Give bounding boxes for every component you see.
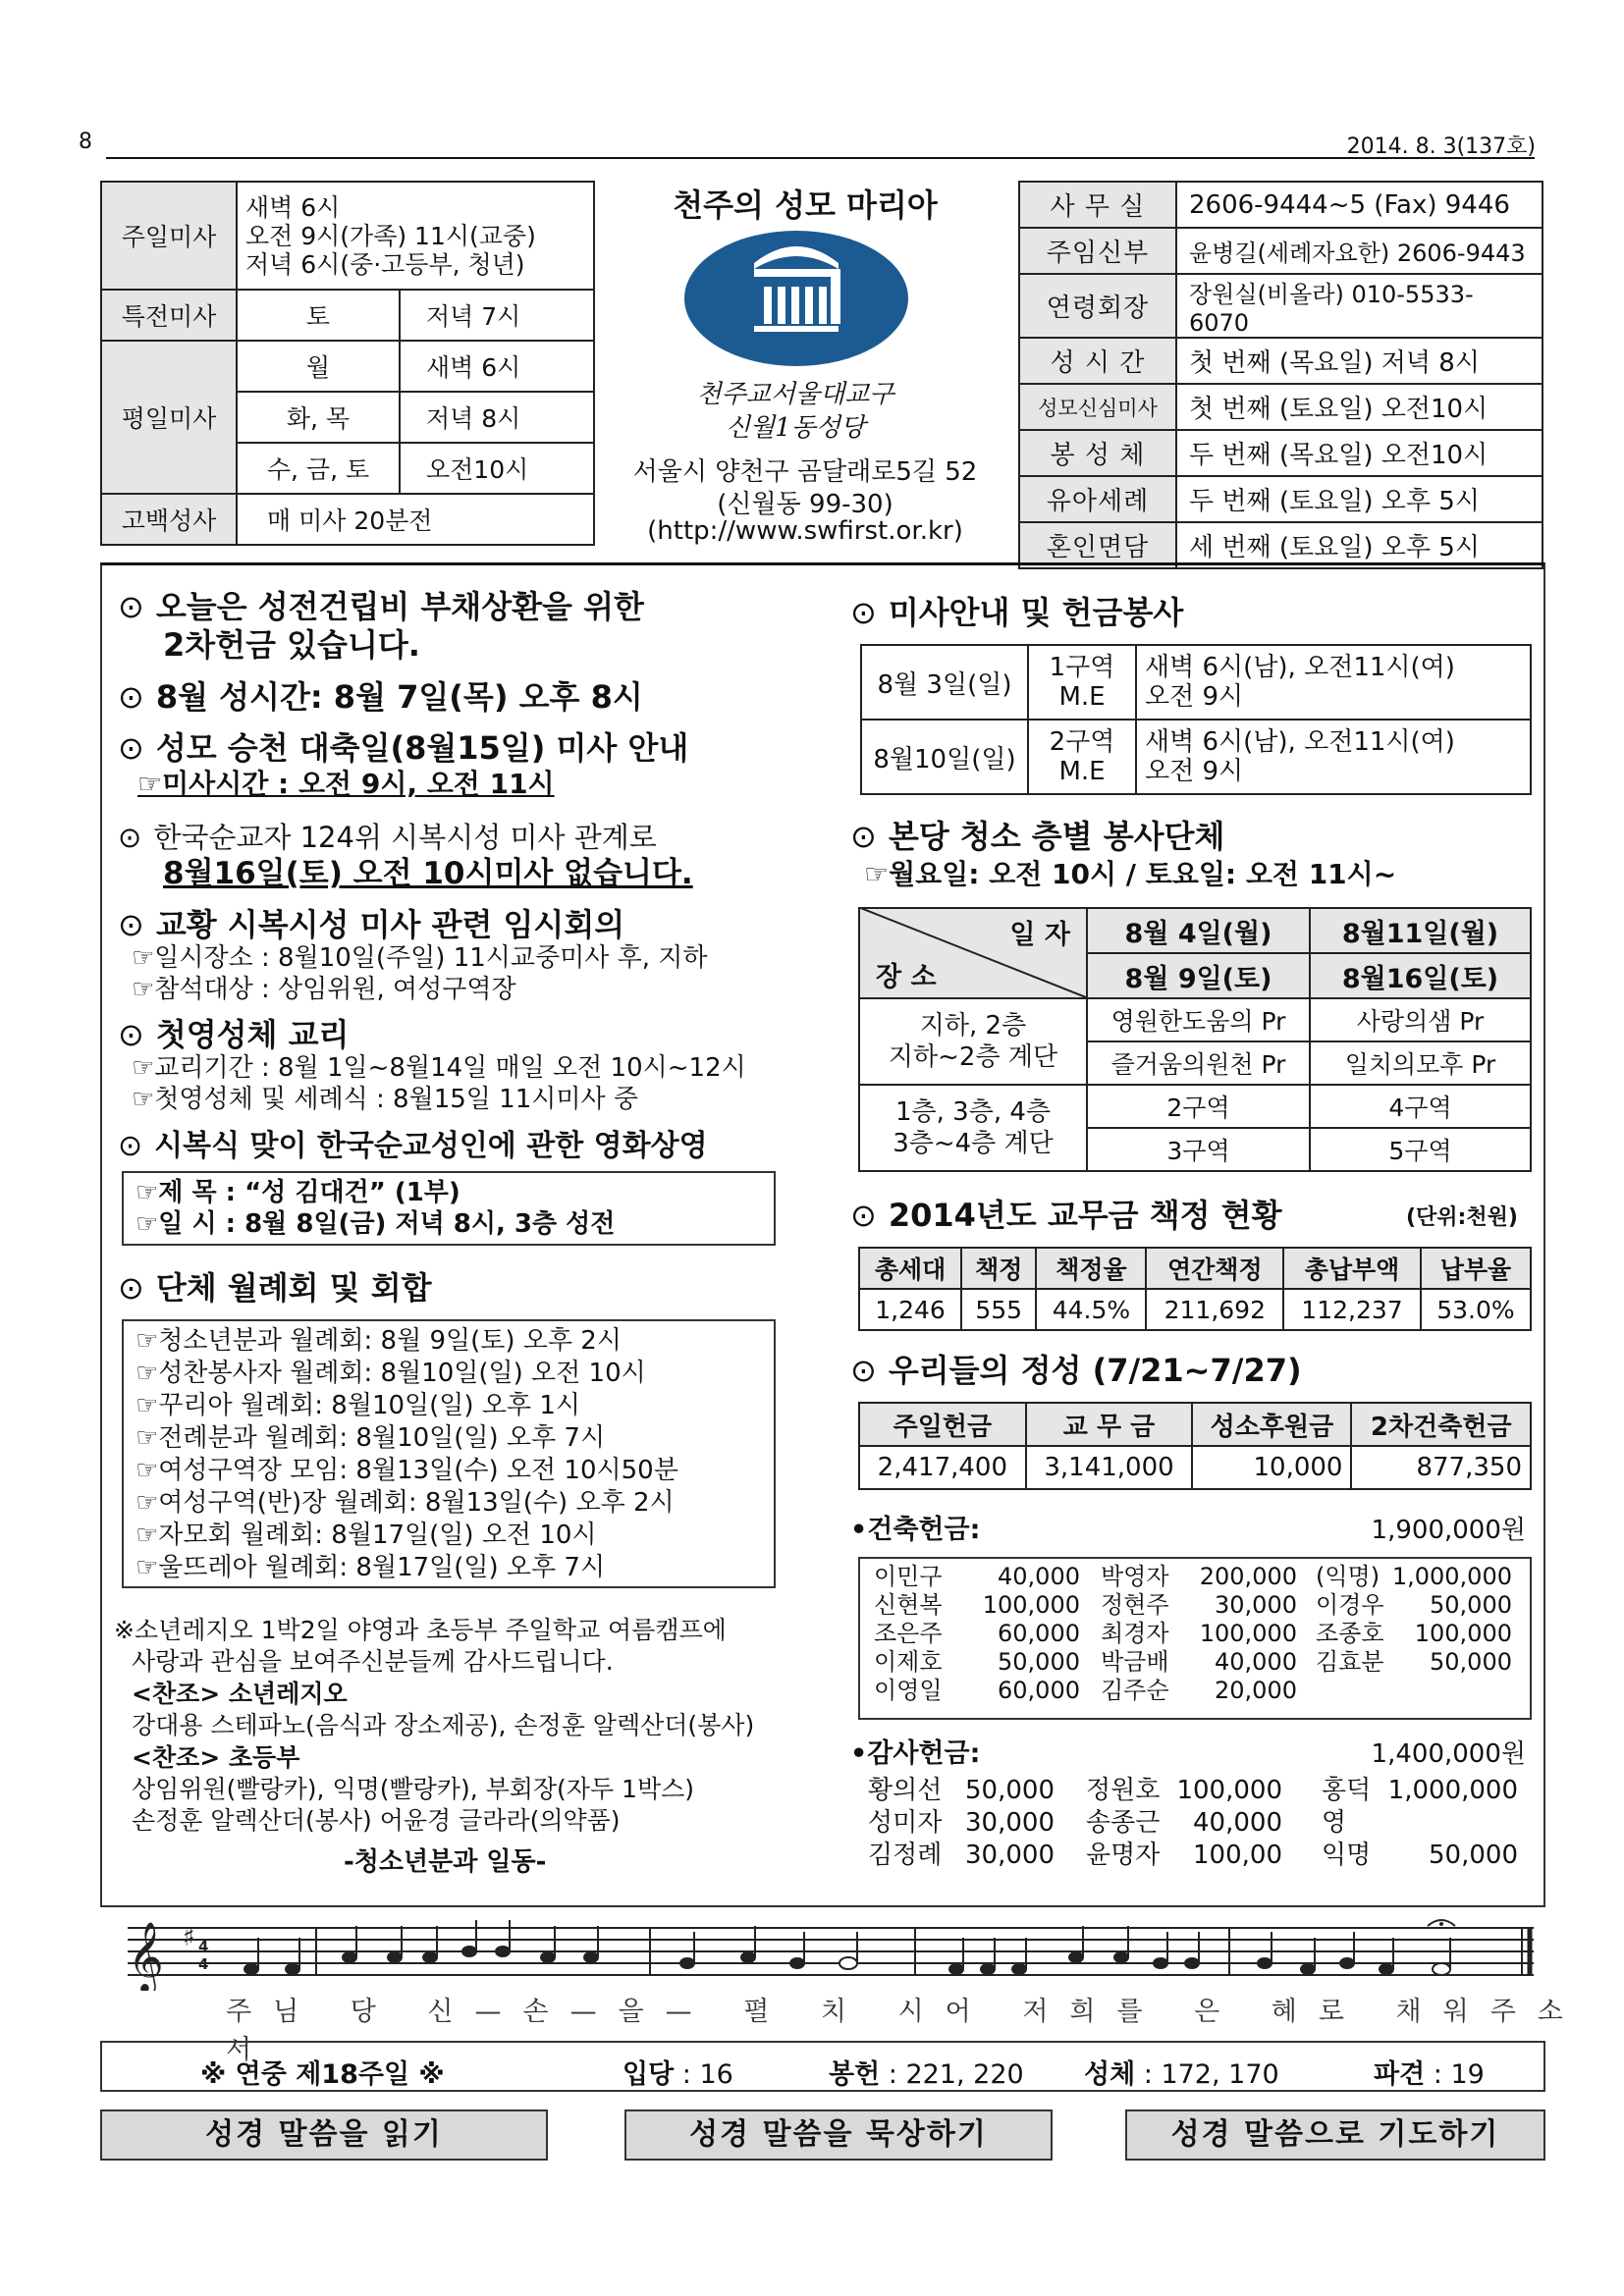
mass-info-table bbox=[860, 644, 1532, 795]
donor-name: 김효분 bbox=[1316, 1648, 1384, 1676]
cleaning-place-2 bbox=[859, 1085, 1087, 1171]
office-label-3: 연령회장 bbox=[1019, 274, 1176, 338]
offering-value-1: 2,417,400 bbox=[859, 1446, 1026, 1489]
notice-2-text: 8월 성시간: 8월 7일(목) 오후 8시 bbox=[155, 678, 643, 716]
mass-info-title-text: 미사안내 및 헌금봉사 bbox=[888, 594, 1184, 631]
weekday-day-1: 월 bbox=[237, 341, 400, 392]
notice-4-line-2: 8월16일(토) 오전 10시미사 없습니다. bbox=[163, 856, 693, 891]
sponsor-2-text-2: 손정훈 알렉산더(봉사) 어윤경 글라라(의약품) bbox=[132, 1806, 621, 1835]
cleaning-r1c1: 영원한도움의 Pr bbox=[1087, 998, 1310, 1041]
church-logo-icon bbox=[683, 230, 909, 367]
cleaning-r3c2: 4구역 bbox=[1310, 1085, 1531, 1128]
donor-name: 이경우 bbox=[1316, 1591, 1384, 1619]
donor-amount: 100,00 bbox=[1193, 1841, 1282, 1870]
building-label: •건축헌금: bbox=[850, 1515, 981, 1545]
mass-info-title: ⊙ 미사안내 및 헌금봉사 bbox=[850, 594, 1184, 631]
office-label-1: 사 무 실 bbox=[1019, 182, 1176, 228]
office-value-1: 2606-9444~5 (Fax) 9446 bbox=[1176, 182, 1543, 228]
sponsor-2-text-1: 상임위원(빨랑카), 익명(빨랑카), 부회장(자두 1박스) bbox=[132, 1775, 695, 1803]
offering-title-text: 우리들의 정성 (7/21~7/27) bbox=[888, 1352, 1302, 1389]
office-label-7: 유아세례 bbox=[1019, 476, 1176, 522]
thanks-line-1: ※소년레지오 1박2일 야영과 초등부 주일학교 여름캠프에 bbox=[114, 1616, 727, 1644]
cleaning-r4c1: 3구역 bbox=[1087, 1128, 1310, 1171]
offering-header-1: 주일헌금 bbox=[859, 1403, 1026, 1446]
notice-6: ⊙ 첫영성체 교리 bbox=[118, 1016, 350, 1053]
mass-time-2b: 오전 9시 bbox=[1145, 757, 1244, 786]
donor-name: 윤명자 bbox=[1086, 1841, 1161, 1870]
place-1b: 지하~2층 계단 bbox=[888, 1042, 1058, 1072]
office-value-6: 두 번째 (목요일) 오전10시 bbox=[1176, 430, 1543, 476]
weekday-time-1: 새벽 6시 bbox=[400, 341, 594, 392]
mass-time-1b: 오전 9시 bbox=[1145, 682, 1244, 712]
thanks-offering-total: 1,400,000원 bbox=[1371, 1739, 1526, 1769]
sunday-mass-times bbox=[237, 182, 594, 290]
dues-unit: (단위:천원) bbox=[1406, 1205, 1518, 1230]
meeting-item: ☞여성구역(반)장 월례회: 8월13일(수) 오후 2시 bbox=[135, 1488, 675, 1518]
cleaning-r1c2: 사랑의샘 Pr bbox=[1310, 998, 1531, 1041]
place-2a: 1층, 3층, 4층 bbox=[894, 1097, 1052, 1127]
meditate-scripture-banner: 성경 말씀을 묵상하기 bbox=[624, 2109, 1053, 2161]
dues-header-3: 책정율 bbox=[1036, 1248, 1146, 1289]
cleaning-r3c1: 2구역 bbox=[1087, 1085, 1310, 1128]
svg-text:4: 4 bbox=[198, 1955, 209, 1973]
offering-title: ⊙ 우리들의 정성 (7/21~7/27) bbox=[850, 1352, 1302, 1389]
notice-6-sub-2: ☞첫영성체 및 세례식 : 8월15일 11시미사 중 bbox=[132, 1085, 638, 1114]
mass-group-1 bbox=[1028, 645, 1136, 720]
church-name: 천주의 성모 마리아 bbox=[673, 187, 938, 224]
corner-date-label: 일 자 bbox=[1009, 920, 1070, 950]
donor-amount: 20,000 bbox=[1215, 1677, 1297, 1704]
donor-name: 익명 bbox=[1322, 1841, 1372, 1870]
donor-amount: 40,000 bbox=[998, 1563, 1080, 1590]
communion-value: : 172, 170 bbox=[1143, 2059, 1279, 2090]
weekday-mass-label: 평일미사 bbox=[101, 341, 237, 494]
sponsor-1-title: <찬조> 소년레지오 bbox=[132, 1680, 348, 1708]
church-website[interactable]: (http://www.swfirst.or.kr) bbox=[647, 516, 963, 546]
meetings-box bbox=[122, 1319, 776, 1588]
signature-text: -청소년분과 일동- bbox=[344, 1847, 547, 1877]
office-label-5: 성모신심미사 bbox=[1019, 384, 1176, 430]
notice-5-text: 교황 시복시성 미사 관련 임시회의 bbox=[155, 906, 625, 943]
cleaning-r4c2: 5구역 bbox=[1310, 1128, 1531, 1171]
cleaning-corner bbox=[859, 908, 1087, 998]
dues-header-6: 납부율 bbox=[1421, 1248, 1531, 1289]
dues-header-1: 총세대 bbox=[859, 1248, 961, 1289]
signature-line-1: 천주교서울대교구 bbox=[696, 380, 894, 409]
offertory-hymn bbox=[829, 2053, 1024, 2091]
offering-value-2: 3,141,000 bbox=[1026, 1446, 1193, 1489]
donor-name: 최경자 bbox=[1101, 1620, 1169, 1647]
notice-7-text: 시복식 맞이 한국순교성인에 관한 영화상영 bbox=[154, 1129, 708, 1163]
donor-name: 정원호 bbox=[1086, 1776, 1161, 1805]
dues-header-5: 총납부액 bbox=[1283, 1248, 1421, 1289]
notice-3: ⊙ 성모 승천 대축일(8월15일) 미사 안내 bbox=[118, 729, 689, 767]
sunday-mass-label: 주일미사 bbox=[101, 182, 237, 290]
notice-8: ⊙ 단체 월례회 및 회합 bbox=[118, 1269, 432, 1307]
offering-header-3: 성소후원금 bbox=[1192, 1403, 1351, 1446]
meeting-item: ☞여성구역장 모임: 8월13일(수) 오전 10시50분 bbox=[135, 1456, 678, 1485]
dues-header-2: 책정 bbox=[961, 1248, 1036, 1289]
cleaning-head-2b: 8월16일(토) bbox=[1310, 953, 1531, 998]
mass-time-1 bbox=[1136, 645, 1531, 720]
mass-date-1: 8월 3일(일) bbox=[861, 645, 1028, 720]
meeting-item: ☞전례분과 월례회: 8월10일(일) 오후 7시 bbox=[135, 1423, 606, 1453]
donor-name: 성미자 bbox=[868, 1808, 943, 1838]
dues-header-4: 연간책정 bbox=[1146, 1248, 1283, 1289]
notice-8-text: 단체 월례회 및 회합 bbox=[155, 1269, 432, 1307]
notice-4-line-1: 한국순교자 124위 시복시성 미사 관계로 bbox=[153, 821, 657, 854]
donor-amount: 100,000 bbox=[1199, 1620, 1297, 1647]
donor-amount: 100,000 bbox=[982, 1591, 1080, 1619]
music-staff-icon bbox=[100, 1916, 1545, 1991]
offering-header-4: 2차건축헌금 bbox=[1351, 1403, 1531, 1446]
notice-1-line-1: 오늘은 성전건립비 부채상환을 위한 bbox=[155, 588, 644, 625]
place-1a: 지하, 2층 bbox=[919, 1011, 1027, 1041]
donor-name: 박영자 bbox=[1101, 1563, 1169, 1590]
donor-amount: 50,000 bbox=[998, 1648, 1080, 1676]
church-address: 서울시 양천구 곰달래로5길 52 bbox=[632, 457, 978, 487]
thanks-offering-label: •감사헌금: bbox=[850, 1738, 981, 1769]
dues-title-text: 2014년도 교무금 책정 현황 bbox=[888, 1197, 1282, 1234]
dues-value-3: 44.5% bbox=[1036, 1289, 1146, 1330]
donor-amount: 100,000 bbox=[1414, 1620, 1512, 1647]
mass-time-2a: 새벽 6시(남), 오전11시(여) bbox=[1145, 727, 1455, 757]
sunday-time-2: 오전 9시(가족) 11시(교중) bbox=[245, 221, 536, 250]
meeting-item: ☞꾸리아 월례회: 8월10일(일) 오후 1시 bbox=[135, 1391, 580, 1420]
thanks-col-2 bbox=[1086, 1775, 1282, 1872]
office-label-4: 성 시 간 bbox=[1019, 338, 1176, 384]
office-label-6: 봉 성 체 bbox=[1019, 430, 1176, 476]
offertory-value: : 221, 220 bbox=[888, 2059, 1024, 2090]
notice-3-text: 성모 승천 대축일(8월15일) 미사 안내 bbox=[155, 729, 689, 767]
weekday-day-2: 화, 목 bbox=[237, 392, 400, 443]
entrance-hymn bbox=[623, 2053, 733, 2091]
header-rule bbox=[106, 157, 1535, 159]
confession-label: 고백성사 bbox=[101, 494, 237, 545]
signature-line-2: 신월1동성당 bbox=[725, 413, 866, 443]
notice-4: ⊙ 한국순교자 124위 시복시성 미사 관계로 bbox=[118, 821, 657, 854]
donor-name: 박금배 bbox=[1101, 1648, 1169, 1676]
read-scripture-banner: 성경 말씀을 읽기 bbox=[100, 2109, 548, 2161]
svg-text:4: 4 bbox=[198, 1938, 209, 1955]
donor-amount: 30,000 bbox=[1215, 1591, 1297, 1619]
office-label-8: 혼인면담 bbox=[1019, 522, 1176, 568]
dues-table bbox=[858, 1247, 1532, 1331]
dues-title: ⊙ 2014년도 교무금 책정 현황 bbox=[850, 1197, 1282, 1234]
liturgical-week: ※ 연중 제18주일 ※ bbox=[200, 2059, 445, 2090]
mass-time-2 bbox=[1136, 720, 1531, 794]
office-value-3: 장원실(비올라) 010-5533-6070 bbox=[1176, 274, 1543, 338]
mass-time-1a: 새벽 6시(남), 오전11시(여) bbox=[1145, 653, 1455, 682]
cleaning-r2c1: 즐거움의원천 Pr bbox=[1087, 1041, 1310, 1085]
notice-5-sub-2: ☞참석대상 : 상임위원, 여성구역장 bbox=[132, 975, 516, 1004]
thanks-col-1 bbox=[868, 1775, 1055, 1872]
donor-amount: 1,000,000 bbox=[1391, 1563, 1512, 1590]
place-2b: 3층~4층 계단 bbox=[893, 1129, 1054, 1158]
donor-amount: 30,000 bbox=[965, 1841, 1055, 1870]
office-label-2: 주임신부 bbox=[1019, 228, 1176, 274]
donor-amount: 40,000 bbox=[1215, 1648, 1297, 1676]
donor-amount: 30,000 bbox=[965, 1808, 1055, 1838]
mass-group-1a: 1구역 bbox=[1049, 653, 1115, 682]
film-title: ☞제 목 : “성 김대건” (1부) bbox=[135, 1178, 460, 1207]
dues-value-5: 112,237 bbox=[1283, 1289, 1421, 1330]
building-total: 1,900,000원 bbox=[1371, 1516, 1526, 1545]
page-number: 8 bbox=[79, 130, 92, 154]
liturgy-info-bar bbox=[100, 2041, 1545, 2092]
dues-value-6: 53.0% bbox=[1421, 1289, 1531, 1330]
donor-name: 이영일 bbox=[874, 1677, 943, 1704]
sponsor-1-text: 강대용 스테파노(음식과 장소제공), 손정훈 알렉산더(봉사) bbox=[132, 1711, 755, 1739]
donor-name: 홍덕영 bbox=[1322, 1776, 1372, 1838]
donor-amount: 50,000 bbox=[1429, 1841, 1518, 1870]
notice-6-text: 첫영성체 교리 bbox=[155, 1016, 350, 1053]
dues-value-1: 1,246 bbox=[859, 1289, 961, 1330]
weekday-day-3: 수, 금, 토 bbox=[237, 443, 400, 494]
notice-2: ⊙ 8월 성시간: 8월 7일(목) 오후 8시 bbox=[118, 678, 643, 716]
donor-amount: 60,000 bbox=[998, 1620, 1080, 1647]
donor-name: 송종근 bbox=[1086, 1808, 1161, 1838]
office-value-2: 윤병길(세례자요한) 2606-9443 bbox=[1176, 228, 1543, 274]
donor-name: 조은주 bbox=[874, 1620, 943, 1647]
special-mass-label: 특전미사 bbox=[101, 290, 237, 341]
donor-name: 이제호 bbox=[874, 1648, 943, 1676]
offering-header-2: 교 무 금 bbox=[1026, 1403, 1193, 1446]
sponsor-2-title: <찬조> 초등부 bbox=[132, 1743, 300, 1772]
mass-group-2b: M.E bbox=[1058, 757, 1106, 786]
communion-label: 성체 bbox=[1084, 2059, 1136, 2090]
cleaning-head-2a: 8월11일(월) bbox=[1310, 908, 1531, 953]
cleaning-head-1b: 8월 9일(토) bbox=[1087, 953, 1310, 998]
dismissal-label: 파견 bbox=[1374, 2059, 1426, 2090]
offering-value-3: 10,000 bbox=[1192, 1446, 1351, 1489]
office-value-5: 첫 번째 (토요일) 오전10시 bbox=[1176, 384, 1543, 430]
notice-5: ⊙ 교황 시복시성 미사 관련 임시회의 bbox=[118, 906, 625, 943]
entrance-value: : 16 bbox=[681, 2059, 733, 2090]
mass-group-2a: 2구역 bbox=[1049, 727, 1115, 757]
svg-text:♯: ♯ bbox=[183, 1923, 195, 1952]
mass-schedule-table bbox=[100, 181, 595, 546]
mass-date-2: 8월10일(일) bbox=[861, 720, 1028, 794]
cleaning-title: ⊙ 본당 청소 층별 봉사단체 bbox=[850, 818, 1225, 855]
office-info-table bbox=[1018, 181, 1543, 569]
confession-value: 매 미사 20분전 bbox=[237, 494, 594, 545]
svg-text:𝄞: 𝄞 bbox=[128, 1920, 164, 1991]
church-signature bbox=[677, 378, 913, 445]
meeting-item: ☞청소년분과 월례회: 8월 9일(토) 오후 2시 bbox=[135, 1326, 622, 1356]
donor-name: 김정례 bbox=[868, 1841, 943, 1870]
communion-hymn bbox=[1084, 2053, 1279, 2091]
offering-value-4: 877,350 bbox=[1351, 1446, 1531, 1489]
notice-7: ⊙ 시복식 맞이 한국순교성인에 관한 영화상영 bbox=[118, 1129, 708, 1163]
donor-amount: 100,000 bbox=[1176, 1776, 1282, 1805]
donor-name: 이민구 bbox=[874, 1563, 943, 1590]
meeting-item: ☞성찬봉사자 월례회: 8월10일(일) 오전 10시 bbox=[135, 1359, 646, 1388]
hymn-lyrics: 주님 당 신—손—을— 펼 치 시어 저희를 은 혜로 채워주소서 bbox=[226, 1997, 1585, 2065]
donor-amount: 60,000 bbox=[998, 1677, 1080, 1704]
donor-name: 신현복 bbox=[874, 1591, 943, 1619]
thanks-line-2: 사랑과 관심을 보여주신분들께 감사드립니다. bbox=[132, 1647, 614, 1676]
donor-name: 김주순 bbox=[1101, 1677, 1169, 1704]
dues-value-4: 211,692 bbox=[1146, 1289, 1283, 1330]
offering-table bbox=[858, 1402, 1532, 1490]
building-col-2 bbox=[1101, 1563, 1297, 1705]
donor-amount: 50,000 bbox=[1430, 1591, 1512, 1619]
donor-amount: 1,000,000 bbox=[1387, 1776, 1518, 1805]
dismissal-hymn bbox=[1374, 2053, 1485, 2091]
publication-date: 2014. 8. 3(137호) bbox=[1346, 134, 1536, 159]
donor-name: (익명) bbox=[1316, 1563, 1380, 1590]
cleaning-table bbox=[858, 907, 1532, 1172]
notice-5-sub-1: ☞일시장소 : 8월10일(주일) 11시교중미사 후, 지하 bbox=[132, 943, 708, 973]
dismissal-value: : 19 bbox=[1433, 2059, 1485, 2090]
building-donors-box bbox=[858, 1557, 1532, 1720]
donor-amount: 50,000 bbox=[1430, 1648, 1512, 1676]
thanks-offering-list bbox=[868, 1775, 1516, 1883]
donor-name: 정현주 bbox=[1101, 1591, 1169, 1619]
special-mass-day: 토 bbox=[237, 290, 400, 341]
thanks-col-3 bbox=[1322, 1775, 1518, 1872]
mass-group-1b: M.E bbox=[1058, 682, 1106, 712]
dues-value-2: 555 bbox=[961, 1289, 1036, 1330]
cleaning-head-1a: 8월 4일(월) bbox=[1087, 908, 1310, 953]
sunday-time-1: 새벽 6시 bbox=[245, 192, 341, 222]
cleaning-title-text: 본당 청소 층별 봉사단체 bbox=[888, 818, 1225, 855]
corner-place-label: 장 소 bbox=[876, 962, 937, 992]
special-mass-time: 저녁 7시 bbox=[400, 290, 594, 341]
mass-group-2 bbox=[1028, 720, 1136, 794]
weekday-time-2: 저녁 8시 bbox=[400, 392, 594, 443]
entrance-label: 입당 bbox=[623, 2059, 675, 2090]
cleaning-place-1 bbox=[859, 998, 1087, 1085]
cleaning-subtitle: ☞월요일: 오전 10시 / 토요일: 오전 11시~ bbox=[864, 858, 1397, 890]
donor-name: 조종호 bbox=[1316, 1620, 1384, 1647]
donor-amount: 40,000 bbox=[1193, 1808, 1282, 1838]
notice-1: ⊙ 오늘은 성전건립비 부채상환을 위한 bbox=[118, 588, 644, 625]
offertory-label: 봉헌 bbox=[829, 2059, 881, 2090]
donor-amount: 200,000 bbox=[1199, 1563, 1297, 1590]
film-schedule: ☞일 시 : 8월 8일(금) 저녁 8시, 3층 성전 bbox=[135, 1209, 616, 1239]
church-address-detail: (신월동 99-30) bbox=[717, 490, 893, 519]
building-col-1 bbox=[874, 1563, 1080, 1705]
cleaning-r2c2: 일치의모후 Pr bbox=[1310, 1041, 1531, 1085]
film-info-box bbox=[122, 1171, 776, 1246]
sunday-time-3: 저녁 6시(중·고등부, 청년) bbox=[245, 249, 525, 279]
office-value-4: 첫 번째 (목요일) 저녁 8시 bbox=[1176, 338, 1543, 384]
weekday-time-3: 오전10시 bbox=[400, 443, 594, 494]
notice-3-sub: ☞미사시간 : 오전 9시, 오전 11시 bbox=[137, 768, 555, 800]
notice-6-sub-1: ☞교리기간 : 8월 1일~8월14일 매일 오전 10시~12시 bbox=[132, 1053, 746, 1083]
building-col-3 bbox=[1316, 1563, 1512, 1677]
office-value-8: 세 번째 (토요일) 오후 5시 bbox=[1176, 522, 1543, 568]
notice-1-line-2: 2차헌금 있습니다. bbox=[163, 626, 420, 664]
donor-amount: 50,000 bbox=[965, 1776, 1055, 1805]
donor-name: 황의선 bbox=[868, 1776, 943, 1805]
meeting-item: ☞울뜨레아 월례회: 8월17일(일) 오후 7시 bbox=[135, 1553, 606, 1582]
pray-scripture-banner: 성경 말씀으로 기도하기 bbox=[1125, 2109, 1545, 2161]
meeting-item: ☞자모회 월례회: 8월17일(일) 오전 10시 bbox=[135, 1521, 597, 1550]
office-value-7: 두 번째 (토요일) 오후 5시 bbox=[1176, 476, 1543, 522]
